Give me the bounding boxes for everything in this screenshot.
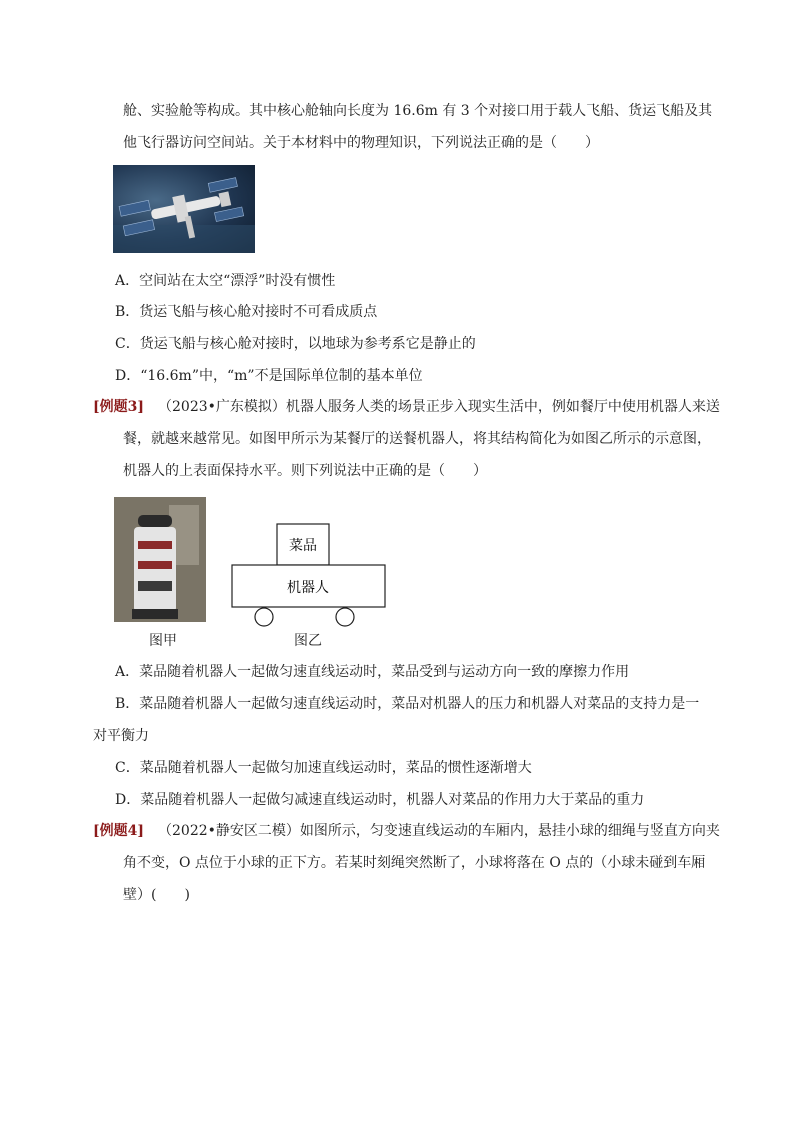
question4-tag: [例题4]: [93, 823, 144, 839]
question3-option-b-line2: 对平衡力: [93, 728, 149, 744]
question2-option-c: C．货运飞船与核心舱对接时，以地球为参考系它是静止的: [115, 336, 476, 352]
question3-tag: [例题3]: [93, 399, 144, 415]
left-wheel: [255, 608, 273, 626]
question3-option-d: D．菜品随着机器人一起做匀减速直线运动时，机器人对菜品的作用力大于菜品的重力: [115, 792, 645, 808]
question2-stem-line1: 舱、实验舱等构成。其中核心舱轴向长度为 16.6m 有 3 个对接口用于载人飞船、货运飞船及其: [123, 103, 713, 119]
figure-a-caption: 图甲: [149, 633, 177, 649]
robot-schematic-diagram: [228, 522, 388, 628]
question3-stem-text: （2023•广东模拟）机器人服务人类的场景正步入现实生活中，例如餐厅中使用机器人来送: [158, 399, 720, 415]
question3-option-b-line1: B．菜品随着机器人一起做匀速直线运动时，菜品对机器人的压力和机器人对菜品的支持力是一: [115, 696, 700, 712]
question2-option-b: B．货运飞船与核心舱对接时不可看成质点: [115, 304, 378, 320]
question4-stem-line2: 角不变，O 点位于小球的正下方。若某时刻绳突然断了，小球将落在 O 点的（小球未碰到车厢: [123, 855, 706, 871]
question4-stem-text: （2022•静安区二模）如图所示，匀变速直线运动的车厢内，悬挂小球的细绳与竖直方向夹: [158, 823, 720, 839]
dish-label: 菜品: [289, 538, 317, 554]
question4-stem-line1: [93, 821, 720, 841]
question3-stem-line3: 机器人的上表面保持水平。则下列说法中正确的是（ ）: [123, 463, 487, 479]
question2-option-d: D．“16.6m”中，“m”不是国际单位制的基本单位: [115, 368, 423, 384]
robot-illustration: [114, 497, 206, 622]
question2-option-a: A．空间站在太空“漂浮”时没有惯性: [115, 273, 336, 289]
robot-photo: [114, 497, 206, 622]
question3-option-a: A．菜品随着机器人一起做匀速直线运动时，菜品受到与运动方向一致的摩擦力作用: [115, 664, 630, 680]
question3-stem-line2: 餐，就越来越常见。如图甲所示为某餐厅的送餐机器人，将其结构简化为如图乙所示的示意图，: [123, 431, 711, 447]
question4-stem-line3: 壁）( ): [123, 887, 190, 903]
space-station-illustration: [113, 165, 255, 253]
question2-stem-line2: 他飞行器访问空间站。关于本材料中的物理知识，下列说法正确的是（ ）: [123, 135, 599, 151]
figure-b-caption: 图乙: [294, 633, 322, 649]
robot-label: 机器人: [287, 580, 329, 596]
question3-option-c: C．菜品随着机器人一起做匀加速直线运动时，菜品的惯性逐渐增大: [115, 760, 532, 776]
question3-stem-line1: [93, 397, 720, 417]
right-wheel: [336, 608, 354, 626]
space-station-photo: [113, 165, 255, 253]
